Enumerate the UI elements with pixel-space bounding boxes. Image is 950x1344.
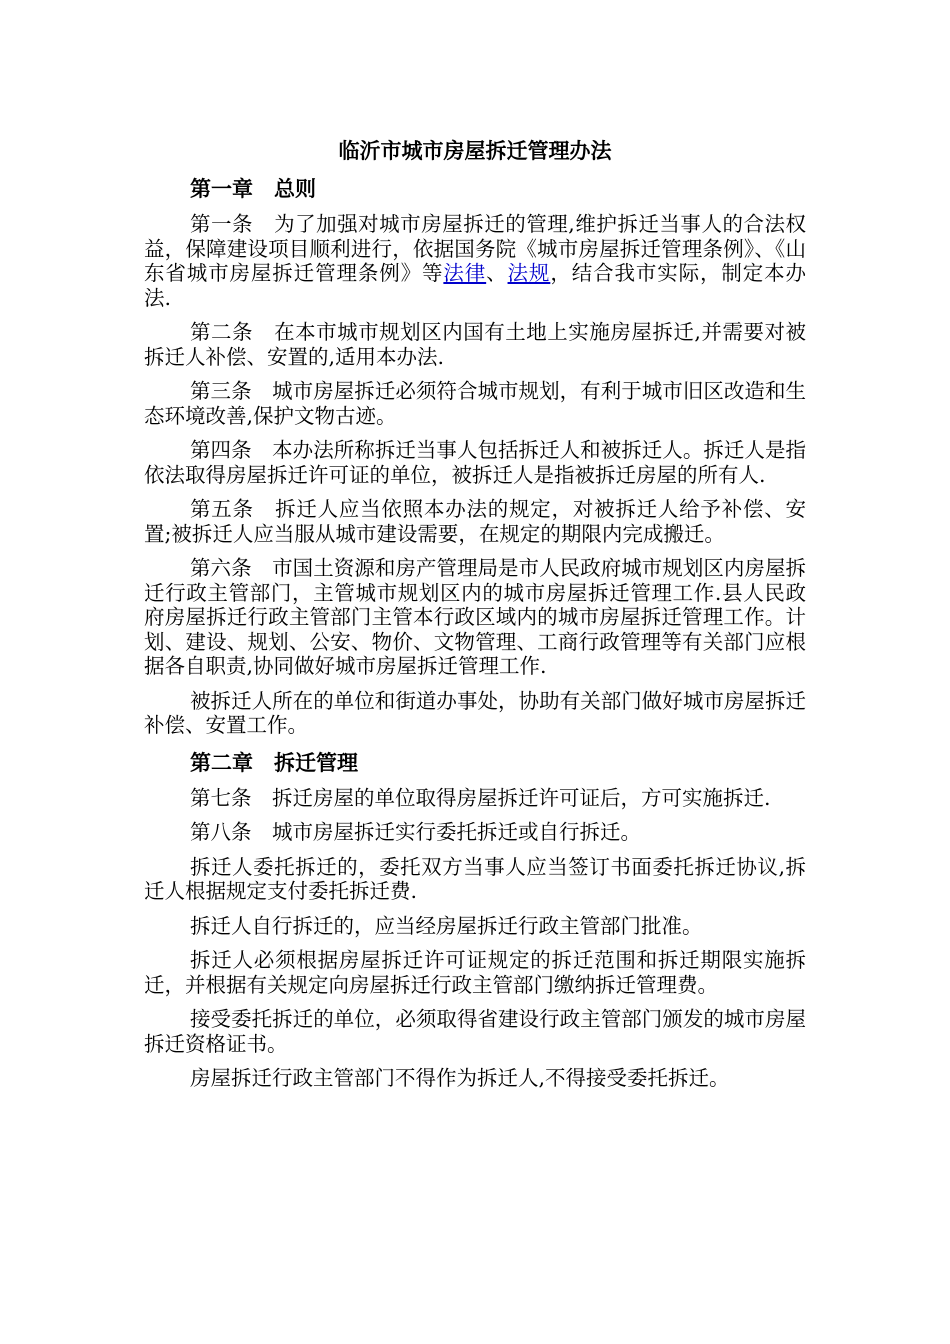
article-7-text: 拆迁房屋的单位取得房屋拆迁许可证后，方可实施拆迁. — [272, 785, 771, 810]
article-6-paragraph-2: 被拆迁人所在的单位和街道办事处，协助有关部门做好城市房屋拆迁补偿、安置工作。 — [144, 688, 806, 737]
article-3-number: 第三条 — [190, 379, 273, 403]
chapter-2-heading: 第二章 拆迁管理 — [190, 749, 358, 775]
article-8-text: 城市房屋拆迁实行委托拆迁或自行拆迁。 — [272, 820, 641, 844]
article-8-paragraph-2: 拆迁人委托拆迁的，委托双方当事人应当签订书面委托拆迁协议,拆迁人根据规定支付委托拆迁费. — [144, 854, 806, 903]
article-3 — [144, 379, 806, 428]
article-8-paragraph-4: 拆迁人必须根据房屋拆迁许可证规定的拆迁范围和拆迁期限实施拆迁，并根据有关规定向房屋拆迁行政主管部门缴纳拆迁管理费。 — [144, 948, 806, 997]
article-1 — [144, 212, 806, 310]
article-5-text: 拆迁人应当依照本办法的规定，对被拆迁人给予补偿、安置;被拆迁人应当服从城市建设需要，在规定的期限内完成搬迁。 — [144, 497, 807, 546]
article-5-number: 第五条 — [190, 497, 276, 521]
article-8-paragraph-5: 接受委托拆迁的单位，必须取得省建设行政主管部门颁发的城市房屋拆迁资格证书。 — [144, 1007, 806, 1056]
article-2-text: 在本市城市规划区内国有土地上实施房屋拆迁,并需要对被拆迁人补偿、安置的,适用本办法. — [144, 320, 807, 369]
article-2 — [144, 320, 806, 369]
article-7-number: 第七条 — [190, 785, 272, 810]
article-1-number: 第一条 — [190, 212, 275, 236]
article-5 — [144, 497, 806, 546]
article-4-text: 本办法所称拆迁当事人包括拆迁人和被拆迁人。拆迁人是指依法取得房屋拆迁许可证的单位，被拆迁人是指被拆迁房屋的所有人. — [144, 438, 807, 487]
regulation-link[interactable]: 法规 — [507, 261, 551, 285]
article-1-text: 为了加强对城市房屋拆迁的管理,维护拆迁当事人的合法权益，保障建设项目顺利进行，依据国务院《城市房屋拆迁管理条例》、《山东省城市房屋拆迁管理条例》等 — [144, 212, 807, 285]
article-8-paragraph-6: 房屋拆迁行政主管部门不得作为拆迁人,不得接受委托拆迁。 — [190, 1066, 730, 1090]
document-title: 临沂市城市房屋拆迁管理办法 — [338, 138, 612, 163]
article-8 — [144, 820, 806, 845]
article-2-number: 第二条 — [190, 320, 275, 344]
article-6 — [144, 556, 806, 679]
article-4 — [144, 438, 806, 487]
article-8-number: 第八条 — [190, 820, 272, 844]
article-1-text-end: ，结合我市实际，制定本办法. — [144, 261, 807, 310]
article-6-number: 第六条 — [190, 556, 273, 580]
article-6-text: 市国土资源和房产管理局是市人民政府城市规划区内房屋拆迁行政主管部门，主管城市规划区内的城市房屋拆迁管理工作.县人民政府房屋拆迁行政主管部门主管本行政区域内的城市房屋拆迁管理工作。计划、建设、规划、公安、物价、文物管理、工商行政管理等有关部门应根据各自职责,协同做好城市房屋拆迁管理工作. — [144, 556, 807, 678]
article-1-separator: 、 — [486, 261, 508, 285]
chapter-1-heading: 第一章 总则 — [190, 176, 316, 201]
article-4-number: 第四条 — [190, 438, 273, 462]
article-7 — [144, 786, 806, 811]
law-link[interactable]: 法律 — [443, 261, 487, 285]
article-3-text: 城市房屋拆迁必须符合城市规划，有利于城市旧区改造和生态环境改善,保护文物古迹。 — [144, 379, 807, 428]
article-8-paragraph-3: 拆迁人自行拆迁的，应当经房屋拆迁行政主管部门批准。 — [190, 913, 703, 938]
